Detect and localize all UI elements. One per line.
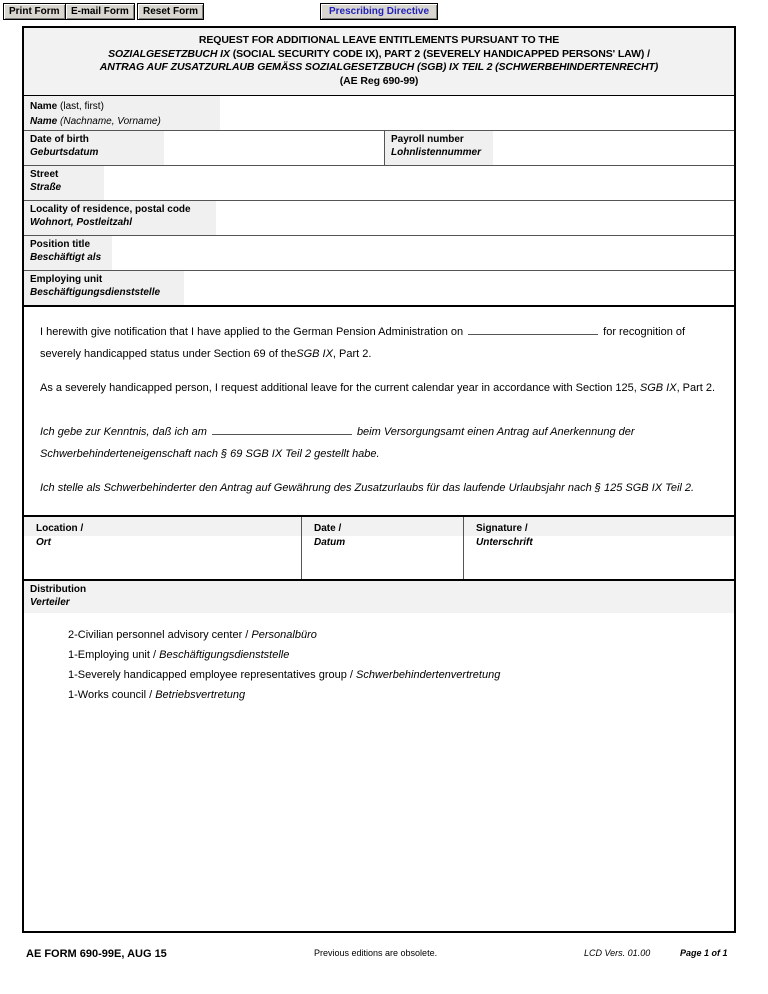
date-label-de: Datum <box>314 537 346 548</box>
statement-en1-part-b: for <box>603 326 616 338</box>
footer-previous-editions: Previous editions are obsolete. <box>314 948 438 958</box>
statement-paragraph-en-1 <box>40 321 720 365</box>
statement-en2-part-a: As a severely handicapped person, I request additional leave for the current calendar year in accordance with Section 125, <box>40 382 637 394</box>
street-label-de: Straße <box>30 181 62 193</box>
distribution-empty-space <box>24 705 734 931</box>
statement-de1-part-c: Schwerbehinderteneigenschaft nach § 69 SGB IX Teil 2 gestellt habe. <box>40 448 380 460</box>
distribution-header <box>24 581 734 613</box>
street-label-en: Street <box>30 169 59 180</box>
reset-form-button[interactable]: Reset Form <box>137 3 204 20</box>
payroll-number-cell[interactable] <box>385 131 734 165</box>
signature-label-de: Unterschrift <box>476 537 533 548</box>
payroll-number-label <box>385 131 734 159</box>
application-date-blank-en[interactable] <box>468 322 598 335</box>
street-label <box>24 166 734 194</box>
employing-unit-cell[interactable] <box>24 271 734 305</box>
distribution-list <box>24 613 734 705</box>
field-row-name <box>24 96 734 131</box>
date-cell[interactable] <box>302 517 464 579</box>
field-row-position <box>24 236 734 271</box>
statement-de1-part-a: Ich gebe zur Kenntnis, daß ich am <box>40 426 207 438</box>
print-form-button[interactable]: Print Form <box>3 3 66 20</box>
prescribing-directive-link-button[interactable]: Prescribing Directive <box>320 3 438 20</box>
statement-en1-sgb: SGB IX <box>296 348 333 360</box>
footer-form-id: AE FORM 690-99E, AUG 15 <box>26 948 167 960</box>
statement-en2-part-b: , Part 2. <box>676 382 716 394</box>
date-label-en: Date / <box>314 523 342 534</box>
statement-paragraph-de-1 <box>40 421 720 465</box>
date-of-birth-label-de: Geburtsdatum <box>30 146 99 158</box>
name-label-de-rest: (Nachname, Vorname) <box>57 115 161 127</box>
date-of-birth-label-en: Date of birth <box>30 134 89 145</box>
position-title-label-en: Position title <box>30 239 90 250</box>
form-toolbar <box>0 0 768 24</box>
name-cell[interactable] <box>24 96 734 130</box>
locality-label <box>24 201 734 229</box>
distribution-heading-de: Verteiler <box>30 596 70 608</box>
list-item <box>68 625 734 645</box>
statement-de2-part-a: Ich stelle als Schwerbehinderter den Antrag auf Gewährung des Zusatzurlaubs für das laufende Urlaubsjahr nach § 125 <box>40 482 623 494</box>
signature-row <box>24 517 734 581</box>
footer-page-number: Page 1 of 1 <box>680 948 728 958</box>
email-form-button[interactable]: E-mail Form <box>65 3 135 20</box>
list-item <box>68 665 734 685</box>
title-line-2 <box>34 48 724 62</box>
statement-paragraph-de-2 <box>40 477 720 499</box>
locality-label-de: Wohnort, Postleitzahl <box>30 216 133 228</box>
title-line-4: (AE Reg 690-99) <box>339 74 419 87</box>
title-line-3: ANTRAG AUF ZUSATZURLAUB GEMÄSS SOZIALGESETZBUCH (SGB) IX TEIL 2 (SCHWERBEHINDERTENRECHT) <box>99 61 659 73</box>
date-header <box>302 517 463 548</box>
signature-header <box>464 517 734 548</box>
list-item <box>68 645 734 665</box>
title-line-1: REQUEST FOR ADDITIONAL LEAVE ENTITLEMENTS PURSUANT TO THE <box>198 34 560 46</box>
statement-de2-part-b: SGB IX Teil 2. <box>625 482 695 494</box>
distribution-item-3-de: Betriebsvertretung <box>155 689 246 701</box>
position-title-label <box>24 236 734 264</box>
statement-spacer <box>40 411 720 421</box>
form-sheet <box>22 26 736 933</box>
distribution-item-0-de: Personalbüro <box>251 629 317 641</box>
field-row-dob-payroll <box>24 131 734 166</box>
statement-block <box>24 307 734 517</box>
distribution-item-2-de: Schwerbehindertenvertretung <box>356 669 501 681</box>
field-row-street <box>24 166 734 201</box>
position-title-label-de: Beschäftigt als <box>30 251 102 263</box>
locality-cell[interactable] <box>24 201 734 235</box>
signature-label-en: Signature / <box>476 523 528 534</box>
employing-unit-label-de: Beschäftigungsdienststelle <box>30 286 161 298</box>
payroll-number-label-en: Payroll number <box>391 134 464 145</box>
location-label-en: Location / <box>36 523 84 534</box>
distribution-item-1-de: Beschäftigungsdienststelle <box>159 649 290 661</box>
footer-version: LCD Vers. 01.00 <box>584 948 651 958</box>
locality-label-en: Locality of residence, postal code <box>30 204 191 215</box>
statement-paragraph-en-2 <box>40 377 720 399</box>
location-cell[interactable] <box>24 517 302 579</box>
name-label-de-bold: Name <box>30 115 58 127</box>
title-line-2-italic: SOZIALGESETZBUCH IX <box>108 47 230 60</box>
date-of-birth-label <box>24 131 384 159</box>
street-cell[interactable] <box>24 166 734 200</box>
statement-en1-part-c: recognition of severely handicapped status under Section 69 of the <box>40 326 686 360</box>
distribution-item-3-en: 1-Works council / <box>68 689 156 701</box>
title-line-2-roman: (SOCIAL SECURITY CODE IX), PART 2 (SEVERELY HANDICAPPED PERSONS' LAW) / <box>229 47 650 60</box>
application-date-blank-de[interactable] <box>212 422 352 435</box>
list-item <box>68 685 734 705</box>
form-title-block <box>24 28 734 96</box>
field-row-locality <box>24 201 734 236</box>
location-header <box>24 517 301 548</box>
statement-en1-part-d: , Part 2. <box>332 348 372 360</box>
field-row-employing-unit <box>24 271 734 307</box>
position-title-cell[interactable] <box>24 236 734 270</box>
distribution-item-1-en: 1-Employing unit / <box>68 649 160 661</box>
distribution-item-2-en: 1-Severely handicapped employee representatives group / <box>68 669 357 681</box>
distribution-item-0-en: 2-Civilian personnel advisory center / <box>68 629 252 641</box>
employing-unit-label <box>24 271 734 299</box>
distribution-heading-en: Distribution <box>30 584 87 595</box>
form-footer <box>22 948 736 964</box>
statement-en2-sgb: SGB IX <box>639 382 677 394</box>
employing-unit-label-en: Employing unit <box>30 274 103 285</box>
statement-de1-part-b: beim Versorgungsamt einen Antrag auf Anerkennung der <box>356 426 635 438</box>
name-label-en-bold: Name <box>30 101 58 112</box>
payroll-number-label-de: Lohnlistennummer <box>391 146 482 158</box>
signature-cell[interactable] <box>464 517 734 579</box>
name-label-en-rest: (last, first) <box>57 101 104 112</box>
name-label <box>24 96 734 128</box>
date-of-birth-cell[interactable] <box>24 131 385 165</box>
statement-en1-part-a: I herewith give notification that I have applied to the German Pension Administration on <box>40 326 464 338</box>
location-label-de: Ort <box>36 537 51 548</box>
